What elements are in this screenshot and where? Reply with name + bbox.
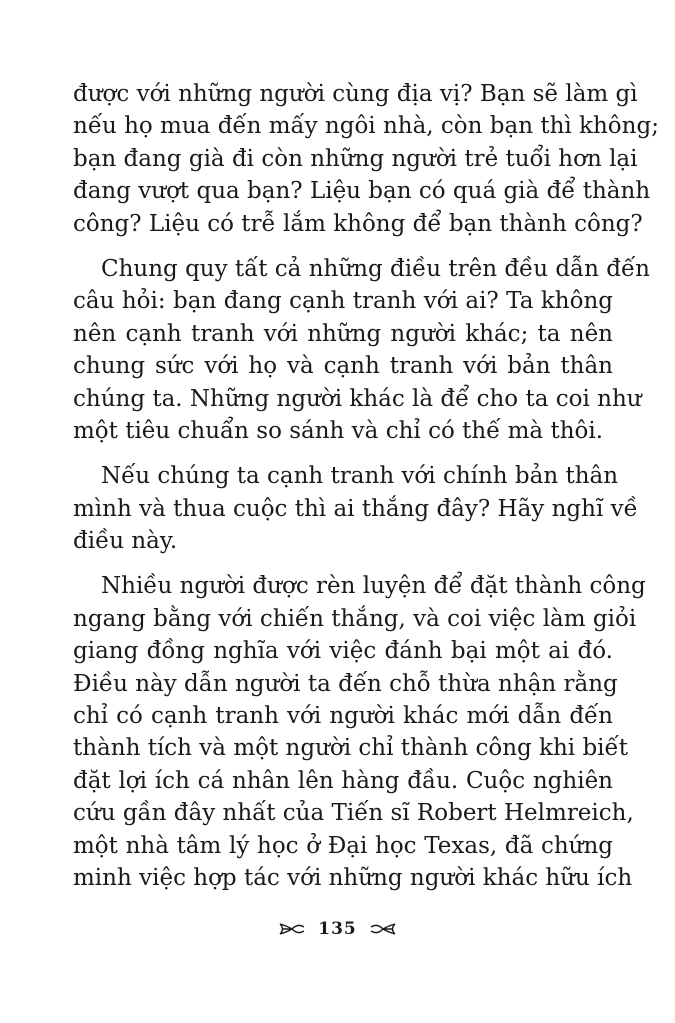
text-line: Nhiều người được rèn luyện để đặt thành công [101, 573, 646, 600]
text-line: một nhà tâm lý học ở Đại học Texas, đã chứng [73, 832, 613, 859]
text-line: nếu họ mua đến mấy ngôi nhà, còn bạn thì không; [73, 113, 659, 140]
text-line: công? Liệu có trễ lắm không để bạn thành công? [73, 210, 643, 237]
page-number: 135 [318, 918, 357, 939]
text-line: ngang bằng với chiến thắng, và coi việc làm giỏi [73, 605, 637, 632]
text-line: điều này. [73, 528, 178, 555]
text-line: Nếu chúng ta cạnh tranh với chính bản thân [101, 463, 619, 490]
text-line: bạn đang già đi còn những người trẻ tuổi hơn lại [73, 145, 638, 172]
fish-ornament-left-icon [279, 922, 305, 936]
text-line: được với những người cùng địa vị? Bạn sẽ làm gì [73, 81, 638, 107]
page-footer [0, 918, 675, 939]
text-line: câu hỏi: bạn đang cạnh tranh với ai? Ta không [73, 288, 613, 315]
text-line: chỉ có cạnh tranh với người khác mới dẫn đến [73, 703, 613, 730]
text-line: Chung quy tất cả những điều trên đều dẫn đến [101, 255, 650, 282]
text-line: một tiêu chuẩn so sánh và chỉ có thế mà thôi. [73, 417, 604, 444]
text-line: cứu gần đây nhất của Tiến sĩ Robert Helmreich, [73, 800, 634, 827]
text-line: nên cạnh tranh với những người khác; ta nên [73, 320, 613, 347]
paragraph [73, 570, 646, 894]
text-line: đang vượt qua bạn? Liệu bạn có quá già để thành [73, 178, 651, 205]
text-line: minh việc hợp tác với những người khác hữu ích [73, 864, 633, 891]
body-text [73, 78, 659, 894]
text-line: chung sức với họ và cạnh tranh với bản thân [73, 353, 613, 380]
text-line: giang đồng nghĩa với việc đánh bại một ai đó. [73, 638, 613, 665]
text-line: mình và thua cuộc thì ai thắng đây? Hãy nghĩ về [73, 495, 638, 522]
text-line: chúng ta. Những người khác là để cho ta coi như [73, 385, 642, 412]
text-line: Điều này dẫn người ta đến chỗ thừa nhận rằng [73, 670, 618, 697]
text-line: đặt lợi ích cá nhân lên hàng đầu. Cuộc nghiên [73, 767, 613, 794]
fish-ornament-right-icon [370, 922, 396, 936]
paragraph [73, 253, 650, 447]
paragraph [73, 78, 659, 240]
text-line: thành tích và một người chỉ thành công khi biết [73, 735, 628, 762]
paragraph [73, 460, 638, 557]
